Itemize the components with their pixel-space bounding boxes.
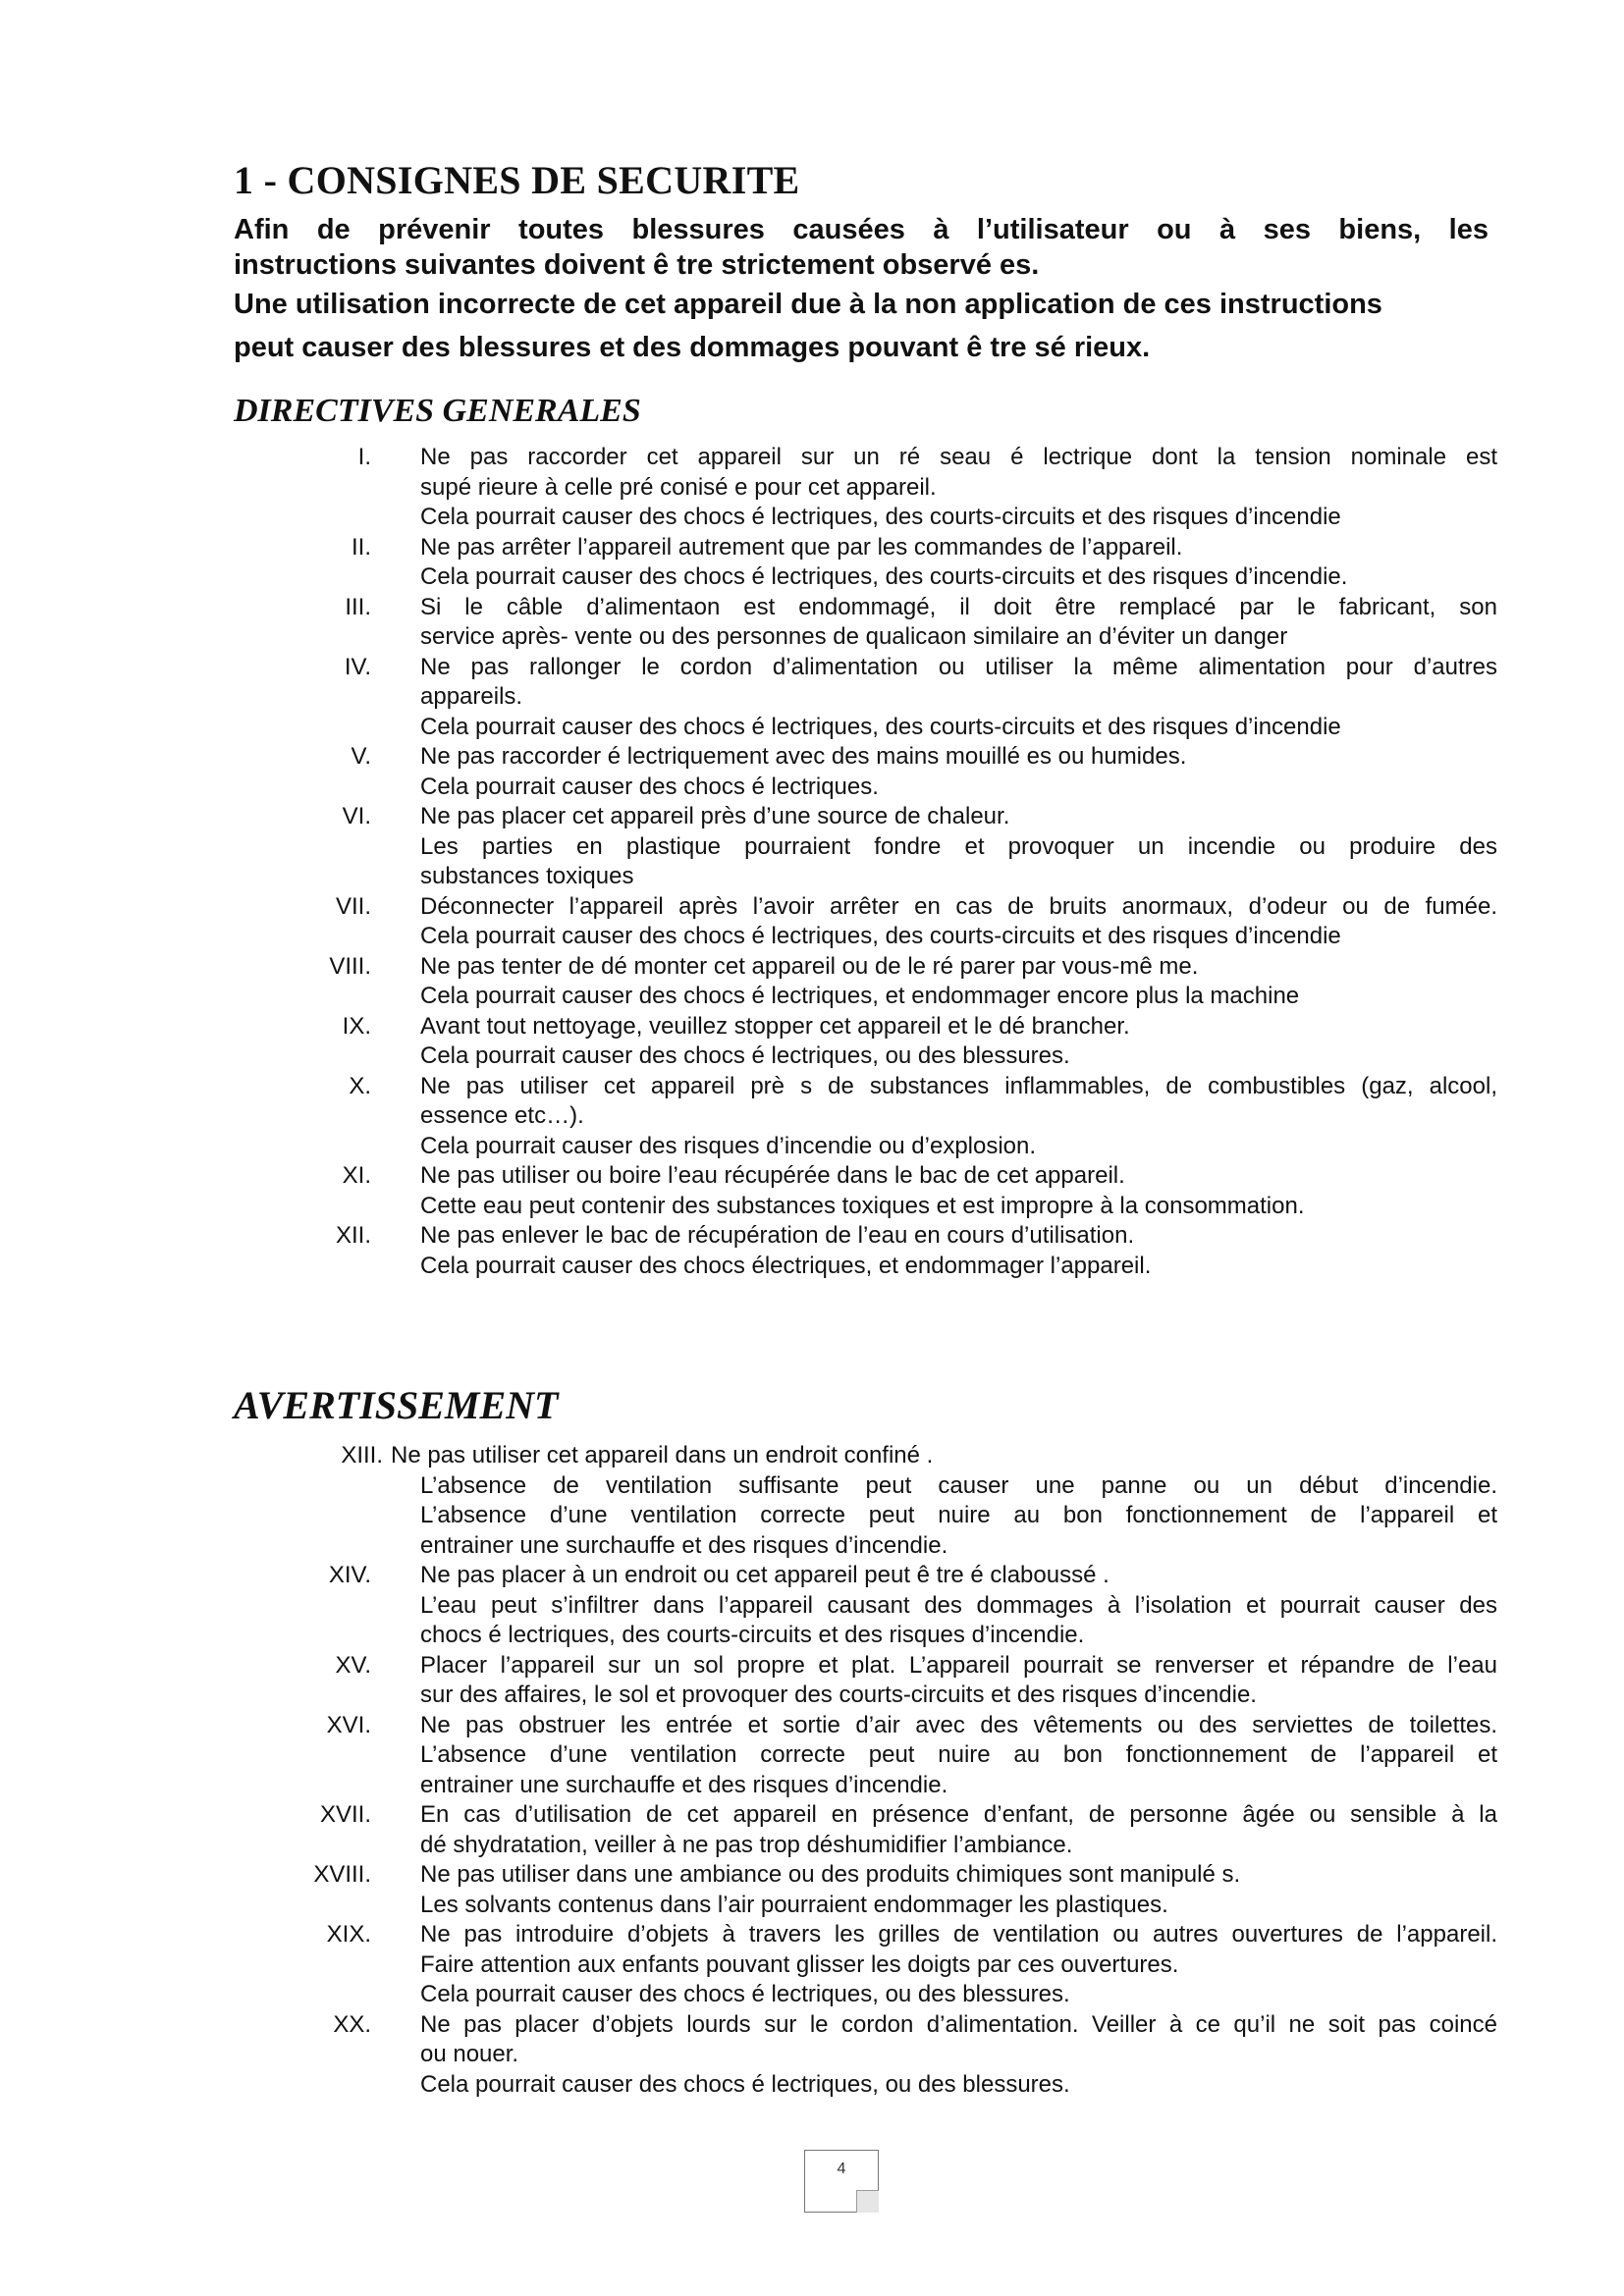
item-line: essence etc…). bbox=[420, 1102, 584, 1129]
item-number: XIII. bbox=[341, 1442, 383, 1468]
item-text bbox=[420, 892, 1497, 952]
item-line: Ne pas utiliser cet appareil dans un endroit confiné . bbox=[391, 1442, 934, 1468]
intro-line-1: Afin de prévenir toutes blessures causées à l’utilisateur ou à ses biens, les bbox=[234, 214, 1489, 245]
item-number: XVIII. bbox=[313, 1861, 371, 1888]
item-line: Cela pourrait causer des chocs é lectriques, ou des blessures. bbox=[420, 1042, 1070, 1069]
item-line: Ne pas placer d’objets lourds sur le cordon d’alimentation. Veiller à ce qu’il ne soit pas coincé bbox=[420, 2010, 1497, 2038]
item-line: Ne pas arrêter l’appareil autrement que par les commandes de l’appareil. bbox=[420, 533, 1183, 561]
item-line: Cela pourrait causer des chocs é lectriques, ou des blessures. bbox=[420, 2070, 1070, 2098]
item-number: V. bbox=[351, 743, 371, 770]
list-item bbox=[0, 952, 1624, 1012]
item-line: Ne pas tenter de dé monter cet appareil ou de le ré parer par vous-mê me. bbox=[420, 952, 1199, 980]
item-line: En cas d’utilisation de cet appareil en présence d’enfant, de personne âgée ou sensible à la bbox=[420, 1801, 1497, 1828]
item-number: XIV. bbox=[328, 1562, 371, 1588]
list-item bbox=[0, 802, 1624, 892]
list-item bbox=[0, 1800, 1624, 1860]
list-item bbox=[0, 1072, 1624, 1162]
item-line: Les parties en plastique pourraient fondre et provoquer un incendie ou produire des bbox=[420, 832, 1497, 860]
item-line: Faire attention aux enfants pouvant glisser les doigts par ces ouvertures. bbox=[420, 1950, 1179, 1978]
list-item bbox=[0, 443, 1624, 533]
item-text bbox=[420, 1561, 1497, 1651]
item-line: Si le câble d’alimentaon est endommagé, il doit être remplacé par le fabricant, son bbox=[420, 593, 1497, 620]
item-text bbox=[420, 1651, 1497, 1711]
item-line: Cette eau peut contenir des substances toxiques et est impropre à la consommation. bbox=[420, 1192, 1305, 1219]
item-line: Ne pas rallonger le cordon d’alimentation ou utiliser la même alimentation pour d’autres bbox=[420, 653, 1497, 680]
item-number: XII. bbox=[335, 1222, 371, 1249]
item-line: Cela pourrait causer des chocs é lectriques, des courts-circuits et des risques d’incendie bbox=[420, 504, 1341, 530]
item-text bbox=[420, 952, 1497, 1012]
item-line: Ne pas placer cet appareil près d’une source de chaleur. bbox=[420, 803, 1010, 829]
item-line: Les solvants contenus dans l’air pourraient endommager les plastiques. bbox=[420, 1891, 1168, 1918]
list-item bbox=[0, 742, 1624, 802]
list-item bbox=[0, 1920, 1624, 2010]
list-item bbox=[0, 1651, 1624, 1711]
item-text bbox=[420, 1800, 1497, 1860]
item-line: L’absence d’une ventilation correcte peut nuire au bon fonctionnement de l’appareil et bbox=[420, 1502, 1497, 1528]
item-text bbox=[420, 1860, 1497, 1920]
item-line: L’absence de ventilation suffisante peut causer une panne ou un début d’incendie. bbox=[420, 1471, 1497, 1499]
list-item bbox=[0, 1860, 1624, 1920]
section-heading-warning: AVERTISSEMENT bbox=[234, 1383, 559, 1427]
item-line: chocs é lectriques, des courts-circuits et des risques d’incendie. bbox=[420, 1622, 1085, 1648]
item-text bbox=[420, 593, 1497, 653]
list-item bbox=[0, 653, 1624, 743]
item-line: substances toxiques bbox=[420, 863, 634, 889]
item-text bbox=[420, 1161, 1497, 1221]
intro-line-4: peut causer des blessures et des dommages pouvant ê tre sé rieux. bbox=[234, 332, 1151, 363]
intro-line-2: instructions suivantes doivent ê tre strictement observé es. bbox=[234, 249, 1040, 281]
item-number: XX. bbox=[333, 2010, 371, 2038]
item-line: service après- vente ou des personnes de qualicaon similaire an d’éviter un danger bbox=[420, 623, 1288, 650]
intro-line-3: Une utilisation incorrecte de cet appareil due à la non application de ces instructions bbox=[234, 289, 1382, 320]
item-text bbox=[420, 533, 1497, 593]
list-item bbox=[0, 1561, 1624, 1651]
page-title: 1 - CONSIGNES DE SECURITE bbox=[234, 158, 800, 202]
list-item bbox=[0, 593, 1624, 653]
section-heading-directives: DIRECTIVES GENERALES bbox=[234, 393, 641, 429]
item-line: Cela pourrait causer des chocs électriques, et endommager l’appareil. bbox=[420, 1252, 1152, 1279]
item-text bbox=[420, 1920, 1497, 2010]
item-line: Avant tout nettoyage, veuillez stopper cet appareil et le dé brancher. bbox=[420, 1012, 1130, 1040]
item-line: supé rieure à celle pré conisé e pour cet appareil. bbox=[420, 473, 937, 501]
item-line: Cela pourrait causer des chocs é lectriques, des courts-circuits et des risques d’incendie. bbox=[420, 563, 1348, 590]
item-number: VIII. bbox=[329, 952, 371, 980]
item-text bbox=[391, 1441, 1497, 1561]
item-line: Ne pas raccorder é lectriquement avec des mains mouillé es ou humides. bbox=[420, 743, 1187, 770]
item-line: Cela pourrait causer des chocs é lectriques, des courts-circuits et des risques d’incendie bbox=[420, 713, 1341, 740]
list-item bbox=[0, 892, 1624, 952]
item-number: XI. bbox=[342, 1162, 371, 1189]
item-number: XVII. bbox=[319, 1801, 371, 1828]
item-line: ou nouer. bbox=[420, 2041, 519, 2067]
page-number: 4 bbox=[837, 2161, 846, 2177]
item-text bbox=[420, 443, 1497, 533]
item-line: Cela pourrait causer des chocs é lectriques, et endommager encore plus la machine bbox=[420, 983, 1300, 1009]
item-line: L’absence d’une ventilation correcte peut nuire au bon fonctionnement de l’appareil et bbox=[420, 1741, 1497, 1768]
item-line: sur des affaires, le sol et provoquer des courts-circuits et des risques d’incendie. bbox=[420, 1682, 1257, 1708]
item-line: appareils. bbox=[420, 683, 523, 710]
item-line: Ne pas utiliser ou boire l’eau récupérée dans le bac de cet appareil. bbox=[420, 1162, 1125, 1189]
item-line: Ne pas placer à un endroit ou cet appareil peut ê tre é claboussé . bbox=[420, 1562, 1110, 1588]
item-line: Ne pas raccorder cet appareil sur un ré seau é lectrique dont la tension nominale est bbox=[420, 444, 1497, 470]
item-line: Cela pourrait causer des chocs é lectriques, des courts-circuits et des risques d’incendie bbox=[420, 923, 1341, 949]
item-line: Cela pourrait causer des risques d’incendie ou d’explosion. bbox=[420, 1132, 1037, 1159]
item-number: IV. bbox=[344, 653, 371, 680]
item-line: Ne pas introduire d’objets à travers les grilles de ventilation ou autres ouvertures de l’appareil. bbox=[420, 1921, 1497, 1948]
page-number-box bbox=[804, 2150, 879, 2213]
item-line: entrainer une surchauffe et des risques d’incendie. bbox=[420, 1531, 948, 1559]
warning-list bbox=[0, 1441, 1624, 2100]
item-text bbox=[420, 802, 1497, 892]
item-text bbox=[420, 1072, 1497, 1162]
item-number: VI. bbox=[342, 803, 371, 829]
list-item bbox=[0, 2010, 1624, 2101]
item-number: XV. bbox=[335, 1651, 371, 1679]
item-number: XVI. bbox=[326, 1711, 371, 1738]
item-line: dé shydratation, veiller à ne pas trop déshumidifier l’ambiance. bbox=[420, 1831, 1073, 1858]
item-text bbox=[420, 742, 1497, 802]
item-number: I. bbox=[357, 444, 371, 470]
list-item bbox=[0, 533, 1624, 593]
item-line: Placer l’appareil sur un sol propre et plat. L’appareil pourrait se renverser et répandre de l’eau bbox=[420, 1651, 1497, 1679]
item-line: Cela pourrait causer des chocs é lectriques, ou des blessures. bbox=[420, 1981, 1070, 2007]
item-number: III. bbox=[345, 593, 371, 620]
list-item bbox=[0, 1711, 1624, 1801]
item-number: IX. bbox=[342, 1012, 371, 1040]
item-line: Cela pourrait causer des chocs é lectriques. bbox=[420, 773, 879, 800]
item-line: Ne pas utiliser dans une ambiance ou des produits chimiques sont manipulé s. bbox=[420, 1861, 1241, 1888]
list-item bbox=[0, 1441, 1624, 1561]
item-text bbox=[420, 653, 1497, 743]
item-number: VII. bbox=[335, 892, 371, 920]
list-item bbox=[0, 1161, 1624, 1221]
page-fold-corner bbox=[856, 2190, 879, 2213]
item-line: Déconnecter l’appareil après l’avoir arrêter en cas de bruits anormaux, d’odeur ou de fumée. bbox=[420, 892, 1497, 920]
item-line: Ne pas obstruer les entrée et sortie d’air avec des vêtements ou des serviettes de toilettes. bbox=[420, 1711, 1497, 1738]
directives-list bbox=[0, 443, 1624, 1281]
item-text bbox=[420, 1012, 1497, 1072]
list-item bbox=[0, 1221, 1624, 1281]
item-number: XIX. bbox=[326, 1921, 371, 1948]
item-text bbox=[420, 1711, 1497, 1801]
list-item bbox=[0, 1012, 1624, 1072]
item-line: Ne pas utiliser cet appareil prè s de substances inflammables, de combustibles (gaz, alcool, bbox=[420, 1072, 1497, 1099]
item-number: X. bbox=[349, 1072, 371, 1099]
item-line: L’eau peut s’infiltrer dans l’appareil causant des dommages à l’isolation et pourrait causer des bbox=[420, 1591, 1497, 1619]
item-text bbox=[420, 1221, 1497, 1281]
item-line: Ne pas enlever le bac de récupération de l’eau en cours d’utilisation. bbox=[420, 1222, 1135, 1249]
item-number: II. bbox=[351, 533, 371, 561]
item-text bbox=[420, 2010, 1497, 2101]
item-line: entrainer une surchauffe et des risques d’incendie. bbox=[420, 1771, 948, 1798]
